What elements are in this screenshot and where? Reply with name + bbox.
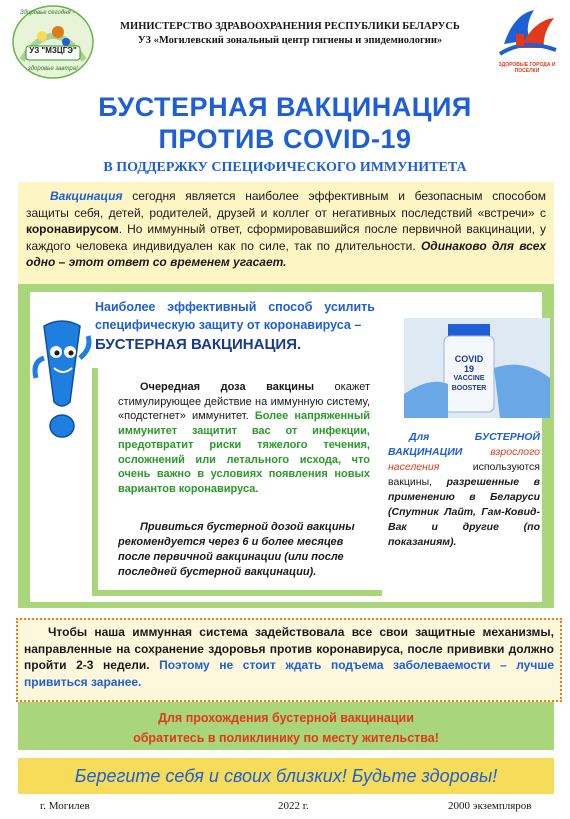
health-slogan: Берегите себя и своих близких! Будьте здоровы!: [18, 758, 554, 794]
intro-text-2: . Но иммунный ответ, сформировавшийся после первичной вакцинации, у каждого человека индивидуален как по силе, так по длительности.: [26, 222, 546, 253]
immune-text: Чтобы наша иммунная система задействовала все свои защитные механизмы, направленные на сохранение здоровья против коронавируса, после прививки должно пройти 2-3 недели.: [24, 625, 554, 672]
vial-label-3: VACCINE: [453, 375, 485, 382]
subtitle: В ПОДДЕРЖКУ СПЕЦИФИЧЕСКОГО ИММУНИТЕТА: [103, 160, 467, 175]
booster-vaccines: [388, 430, 540, 550]
dose-recommendation-text: Привиться бустерной дозой вакцины рекомендуется через 6 и более месяцев после первичной вакцинации (или после последней бустерной вакцинации).: [118, 521, 355, 578]
intro-keyword: Вакцинация: [50, 189, 123, 203]
effective-text: Наиболее эффективный способ усилить специфическую защиту от коронавируса –: [95, 300, 375, 332]
immune-timing-note: [16, 618, 562, 702]
vaccine-vial-image: [404, 318, 550, 418]
dose-text: [118, 380, 370, 496]
booster-list: разрешенные в применению в Беларуси (Спутник Лайт, Гам-Ковид-Вак и другие (по показаниям).: [388, 476, 540, 548]
footer-year: 2022 г.: [278, 800, 309, 812]
intro-emphasis: Одинаково для всех одно – этот ответ со временем угасает.: [26, 238, 547, 269]
clinic-notice: [18, 702, 554, 750]
center-name: УЗ «Могилевский зональный центр гигиены и эпидемиологии»: [137, 35, 443, 46]
exclamation-mascot-icon: [30, 318, 94, 448]
footer-copies: 2000 экземпляров: [448, 800, 532, 812]
immune-advice: Поэтому не стоит ждать подъема заболеваемости – лучше привиться заранее.: [24, 658, 554, 689]
ministry-name: МИНИСТЕРСТВО ЗДРАВООХРАНЕНИЯ РЕСПУБЛИКИ БЕЛАРУСЬ: [120, 21, 460, 32]
footer-city: г. Могилев: [40, 800, 90, 812]
dose-text-1: окажет стимулирующее действие на иммунную систему, «подстегнет» иммунитет.: [118, 381, 370, 422]
organization-header: [110, 20, 470, 48]
title-line-1: БУСТЕРНАЯ ВАКЦИНАЦИЯ: [98, 92, 472, 122]
title-line-2: ПРОТИВ COVID-19: [158, 124, 412, 154]
booster-blue: Для БУСТЕРНОЙ ВАКЦИНАЦИИ: [388, 431, 540, 458]
vial-label-1: COVID: [454, 354, 484, 364]
vial-label-2: 19: [463, 364, 474, 374]
clinic-line-1: Для прохождения бустерной вакцинации: [158, 711, 414, 725]
booster-red: взрослого населения: [388, 446, 540, 473]
intro-paragraph: [18, 182, 554, 284]
logo-left-arc-bottom: здоровье завтра!: [28, 66, 78, 72]
clinic-line-2: обратитесь в поликлинику по месту жительства!: [133, 731, 439, 745]
intro-coronavirus: коронавирусом: [26, 222, 119, 236]
logo-mzcge: [8, 2, 98, 82]
effective-highlight: БУСТЕРНАЯ ВАКЦИНАЦИЯ.: [95, 336, 302, 353]
effective-method: [95, 298, 375, 354]
vial-label-4: BOOSTER: [451, 385, 487, 392]
booster-text: используются вакцины,: [388, 461, 540, 488]
dose-bold: Очередная доза вакцины: [140, 381, 314, 393]
logo-right-text: ЗДОРОВЫЕ ГОРОДА И ПОСЕЛКИ: [498, 62, 556, 74]
dose-recommendation: [118, 520, 370, 580]
intro-text-1: сегодня является наиболее эффективным и безопасным способом защиты себя, детей, родителей, друзей и коллег от негативных последствий «встречи» с: [26, 189, 546, 220]
logo-left-arc-top: Здоровье сегодня -: [20, 10, 75, 16]
logo-left-text: УЗ "МЗЦГЭ": [29, 46, 77, 55]
dose-green: Более напряженный иммунитет защитит вас от инфекции, предотвратит риски тяжелого течения, осложнений или летального исхода, что очень важно в условиях появления новых вариантов коронавируса.: [118, 410, 370, 495]
logo-healthy-cities: [494, 4, 560, 78]
